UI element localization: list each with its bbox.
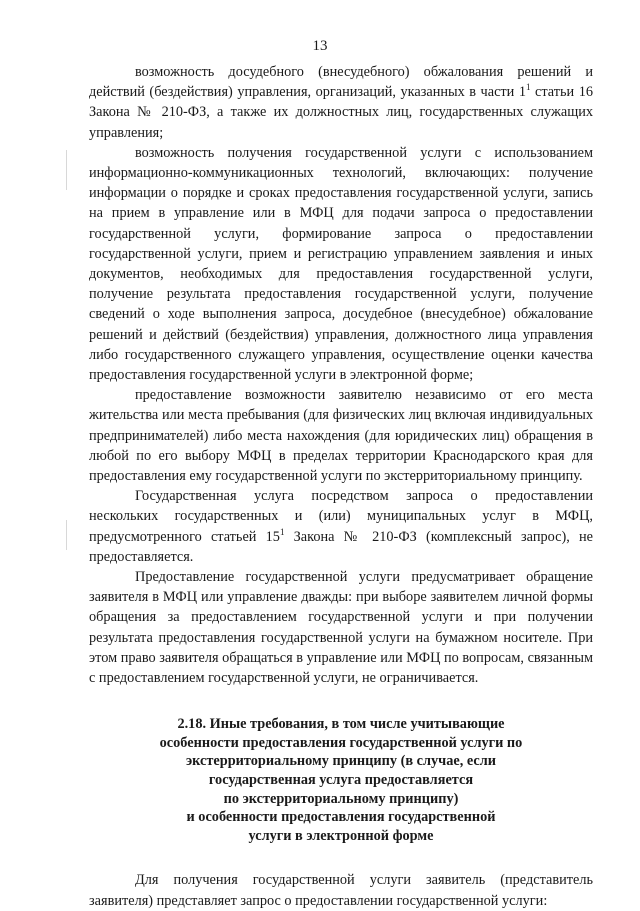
paragraph-text: возможность досудебного (внесудебного) обжалования решений и действий (бездействия) управления, организаций, указанных в части 1 — [89, 64, 593, 101]
paragraph-request-submission: Для получения государственной услуги заявитель (представитель заявителя) представляет запрос о предоставлении государственной услуги: — [89, 872, 593, 909]
page-number: 13 — [312, 38, 328, 54]
superscript: 1 — [526, 82, 531, 93]
paragraph-complex-request — [89, 486, 593, 567]
document-body — [89, 62, 593, 911]
paragraph-ict-services: возможность получения государственной услуги с использованием информационно-коммуникационных технологий, включающих: получение информации о порядке и сроках предоставления государственной услуги, запись на прием в управление или в МФЦ для подачи запроса о предоставлении государственной услуги, формирование запроса о предоставлении государственной услуги, прием и регистрацию управлением заявления и иных документов, необходимых для предоставления государственной услуги, получение результата предоставления государственной услуги, получение сведений о ходе выполнения запроса, досудебное (внесудебное) обжалование решений и действий (бездействия) управления, должностного лица управления либо государственного служащего управления, осуществление оценки качества предоставления государственной услуги в электронной форме; — [89, 144, 593, 384]
paragraph-text: статьи 16 Закона № 210-ФЗ, а также их должностных лиц, государственных служащих управления; — [89, 84, 594, 141]
paragraph-extraterritorial: предоставление возможности заявителю независимо от его места жительства или места пребывания (для физических лиц включая индивидуальных предпринимателей) либо места нахождения (для юридических лиц) обращения в любой по его выбору МФЦ в пределах территории Краснодарского края для предоставления ему государственной услуги по экстерриториальному принципу. — [89, 387, 593, 485]
heading-line: 2.18. Иные требования, в том числе учитывающие — [177, 716, 505, 733]
heading-line: экстерриториальному принципу (в случае, если — [185, 753, 496, 770]
heading-line: и особенности предоставления государственной — [186, 809, 496, 826]
paragraph-visits: Предоставление государственной услуги предусматривает обращение заявителя в МФЦ или управление дважды: при выборе заявителем личной формы обращения за предоставлением государственной услуги и при получении результата предоставления государственной услуги на бумажном носителе. При этом право заявителя обращаться в управление или МФЦ по вопросам, связанным с предоставлением государственной услуги, не ограничивается. — [89, 569, 593, 687]
superscript: 1 — [279, 526, 285, 537]
heading-line: услуги в электронной форме — [248, 827, 434, 844]
scan-artifact-line — [66, 150, 67, 190]
scan-artifact-line — [66, 520, 67, 550]
section-heading — [89, 715, 593, 845]
heading-line: по экстерриториальному принципу) — [223, 790, 459, 807]
paragraph-text: Государственная услуга посредством запроса о предоставлении нескольких государственных и (или) муниципальных услуг в МФЦ, предусмотренного статьей 15 — [89, 488, 593, 545]
heading-line: государственная услуга предоставляется — [208, 772, 474, 789]
paragraph-appeal-rights — [89, 62, 593, 143]
paragraph-text: Закона № 210-ФЗ (комплексный запрос), не предоставляется. — [89, 528, 593, 565]
heading-line: особенности предоставления государственной услуги по — [159, 734, 523, 751]
